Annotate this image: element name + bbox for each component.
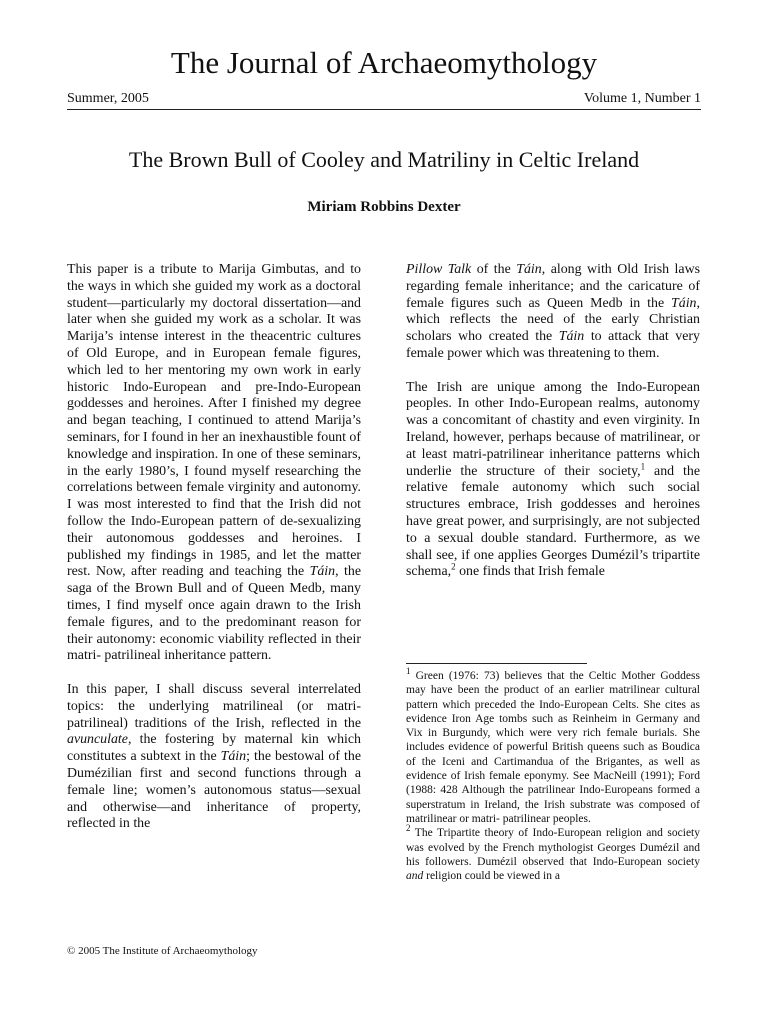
paragraph-2-text-b: , the fostering by maternal kin which constitutes a subtext in the — [67, 732, 361, 765]
footnote-ref-1[interactable]: 1 — [640, 460, 646, 471]
footnote-1-mark: 1 — [406, 666, 411, 677]
paragraph-3 — [406, 380, 700, 582]
footnote-rule — [406, 663, 587, 664]
footnote-2-text-b: religion could be viewed in a — [423, 870, 560, 883]
paper-title: The Brown Bull of Cooley and Matriliny in Celtic Ireland — [128, 147, 640, 172]
journal-title: The Journal of Archaeomythology — [170, 45, 598, 80]
volume-number: Volume 1, Number 1 — [583, 91, 701, 106]
paragraph-2-text-f: , which reflects the need of the early Christian scholars who created the — [406, 295, 700, 345]
italic-tain: Táin — [671, 295, 697, 311]
paragraph-1-text: This paper is a tribute to Marija Gimbutas, and to the ways in which she guided my work as a doctoral student—particularly my doctoral dissertation—and later when she guided my work as a scholar. It was Marija’s intense interest in the theacentric cultures of Old Europe, and in European female figures, which led to her mentoring my own work in early historic Indo-European and pre-Indo-European goddesses and heroines. After I finished my degree and began teaching, I continued to attend Marija’s seminars, for I found in her an inexhaustible fount of knowledge and inspiration. In one of these seminars, in the early 1980’s, I found myself researching the correlations between female virginity and autonomy. I was most interested to find that the Irish did not follow the Indo-European pattern of de-sexualizing their autonomous goddesses and heroines. I published my findings in 1985, and let the matter rest. Now, after reading and teaching the — [67, 262, 361, 580]
paragraph-2-text-a: In this paper, I shall discuss several interrelated topics: the underlying matrilineal (or matri-patrilineal) traditions of the Irish, reflected in the — [67, 681, 361, 731]
left-column — [67, 262, 361, 833]
footnote-2 — [406, 823, 700, 883]
paragraph-2-continued — [406, 262, 700, 363]
italic-and: and — [406, 870, 424, 883]
footnote-1-text: Green (1976: 73) believes that the Celtic Mother Goddess may have been the product of an earlier matrilinear cultural pattern which preceded the Indo-European Celts. She cites as evidence Iron Age tombs such as Reinheim in Germany and Vix in Burgundy, which were very rich female burials. She includes evidence of powerful British queens such as Boudica of the Iceni and Cartimandua of the Brigantes, as well as evidence of Irish female eponymy. See MacNeill (1991); Ford (1988: 428 Although the patrilinear Indo-Europeans formed a superstratum in Ireland, the Irish substrate was composed of matrilinear or matri- patrilinear peoples. — [406, 670, 700, 825]
footnotes — [406, 666, 700, 883]
italic-avunculate: avunculate — [67, 732, 128, 748]
italic-tain: Táin — [220, 749, 247, 765]
paragraph-2-text-d: of the — [471, 262, 517, 277]
paragraph-2 — [67, 682, 361, 833]
right-column — [406, 262, 700, 581]
footnote-ref-2[interactable]: 2 — [451, 561, 456, 572]
paragraph-3-text-b: and the relative female autonomy which such social structures embrace, Irish goddesses and heroines have great power, and surprisingly, are not subjected to a sexual double standard. Furthermore, as we shall see, if one applies Georges Dumézil’s tripartite schema, — [406, 463, 700, 580]
paragraph-3-text-a: The Irish are unique among the Indo-European peoples. In other Indo-European realms, autonomy was a concomitant of chastity and even virginity. In Ireland, however, perhaps because of matrilinear, or at least matri-patrilinear inheritance patterns which underlie the structure of their society, — [406, 379, 700, 479]
italic-tain: Táin — [558, 329, 585, 345]
copyright-notice: © 2005 The Institute of Archaeomythology — [67, 945, 258, 957]
paragraph-3-text-c: one finds that Irish female — [455, 564, 605, 580]
italic-tain: Táin — [309, 564, 336, 580]
italic-pillow-talk: Pillow Talk — [406, 262, 472, 277]
paragraph-2-text-g: to attack that very female power which was threatening to them. — [406, 329, 700, 361]
paragraph-2-text-e: , along with Old Irish laws regarding female inheritance; and the caricature of female figures such as Queen Medb in the — [406, 262, 701, 311]
italic-tain: Táin — [516, 262, 542, 277]
header-rule — [67, 109, 701, 110]
footnote-2-mark: 2 — [406, 823, 411, 834]
paragraph-1-end: , the saga of the Brown Bull and of Queen Medb, many times, I find myself once again drawn to the Irish female figures, and to the predominant reason for their autonomy: economic viability reflected in their matri- patrilineal inheritance pattern. — [67, 564, 361, 664]
footnote-2-text-a: The Tripartite theory of Indo-European religion and society was evolved by the French mythologist Georges Dumézil and his followers. Dumézil observed that Indo-European society — [406, 827, 700, 868]
author-name: Miriam Robbins Dexter — [307, 199, 461, 215]
paragraph-1 — [67, 262, 361, 665]
footnote-1 — [406, 666, 700, 826]
issue-date: Summer, 2005 — [67, 91, 149, 106]
paragraph-2-text-c: ; the bestowal of the Dumézilian first and second functions through a female line; women’s autonomous status—sexual and otherwise—and inheritance of property, reflected in the — [67, 749, 361, 832]
